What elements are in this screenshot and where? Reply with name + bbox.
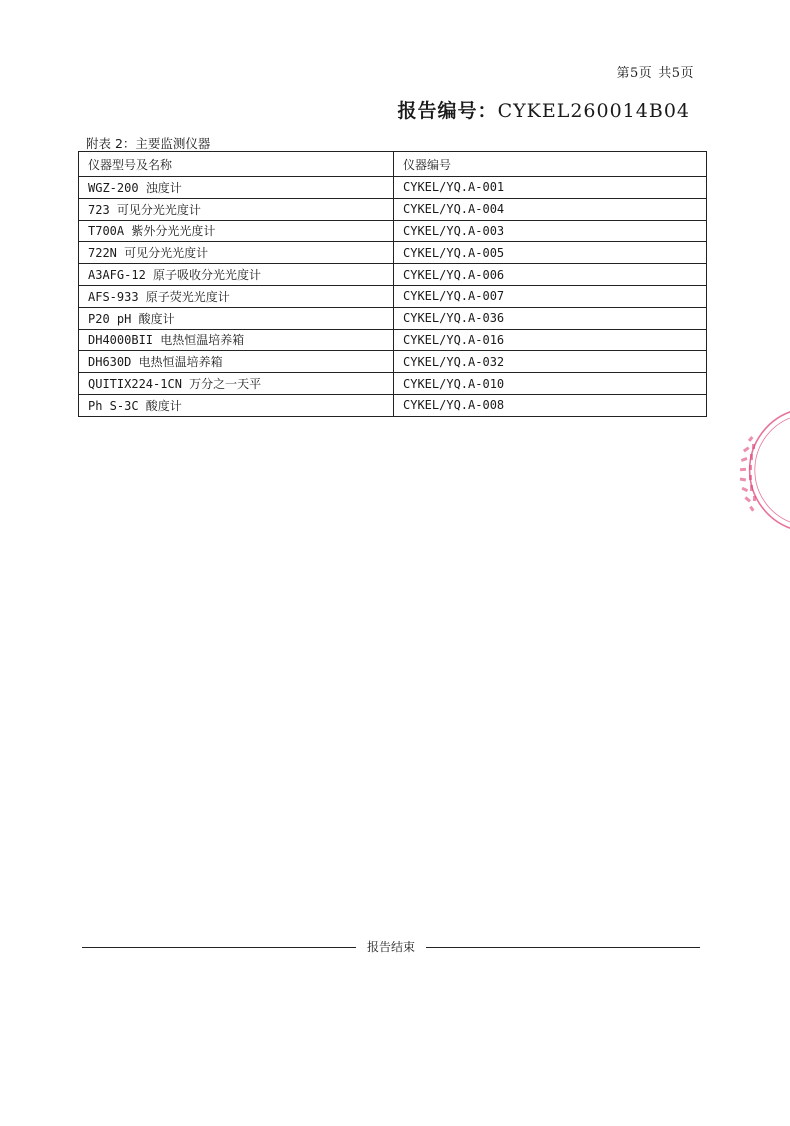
instrument-name: P20 pH 酸度计	[79, 307, 394, 329]
table-row	[79, 307, 707, 329]
instrument-table	[78, 151, 707, 417]
instrument-code: CYKEL/YQ.A-007	[394, 285, 707, 307]
instrument-name: WGZ-200 浊度计	[79, 177, 394, 199]
red-seal-icon	[726, 408, 790, 532]
instrument-name: DH4000BII 电热恒温培养箱	[79, 329, 394, 351]
report-number-label: 报告编号：	[397, 100, 498, 122]
instrument-code: CYKEL/YQ.A-004	[394, 198, 707, 220]
page-number-current: 第5页	[616, 66, 653, 81]
instrument-code: CYKEL/YQ.A-003	[394, 220, 707, 242]
instrument-code: CYKEL/YQ.A-010	[394, 373, 707, 395]
report-number	[398, 96, 690, 123]
table-row	[79, 220, 707, 242]
table-row	[79, 198, 707, 220]
page-number-total: 共5页	[658, 66, 694, 81]
table-row	[79, 285, 707, 307]
report-end-footer	[82, 938, 700, 958]
instrument-code: CYKEL/YQ.A-008	[394, 394, 707, 416]
table-row	[79, 351, 707, 373]
table-row	[79, 373, 707, 395]
instrument-code: CYKEL/YQ.A-006	[394, 264, 707, 286]
page-number	[610, 62, 694, 81]
instrument-name: AFS-933 原子荧光光度计	[79, 285, 394, 307]
instrument-code: CYKEL/YQ.A-036	[394, 307, 707, 329]
instrument-name: DH630D 电热恒温培养箱	[79, 351, 394, 373]
appendix-title: 附表 2：主要监测仪器	[86, 136, 211, 151]
instrument-code: CYKEL/YQ.A-005	[394, 242, 707, 264]
table-row	[79, 264, 707, 286]
table-row	[79, 394, 707, 416]
instrument-code: CYKEL/YQ.A-001	[394, 177, 707, 199]
instrument-code: CYKEL/YQ.A-016	[394, 329, 707, 351]
table-row	[79, 242, 707, 264]
instrument-name: 723 可见分光光度计	[79, 198, 394, 220]
table-header-row	[79, 152, 707, 177]
instrument-name: QUITIX224-1CN 万分之一天平	[79, 373, 394, 395]
instrument-code: CYKEL/YQ.A-032	[394, 351, 707, 373]
instrument-name: T700A 紫外分光光度计	[79, 220, 394, 242]
instrument-name: 722N 可见分光光度计	[79, 242, 394, 264]
column-header-code: 仪器编号	[394, 152, 707, 177]
report-number-value: CYKEL260014B04	[497, 100, 690, 122]
report-end-text: 报告结束	[366, 940, 415, 954]
table-row	[79, 177, 707, 199]
instrument-name: A3AFG-12 原子吸收分光光度计	[79, 264, 394, 286]
column-header-name: 仪器型号及名称	[79, 152, 394, 177]
footer-rule-right	[426, 947, 700, 948]
table-row	[79, 329, 707, 351]
instrument-name: Ph S-3C 酸度计	[79, 394, 394, 416]
